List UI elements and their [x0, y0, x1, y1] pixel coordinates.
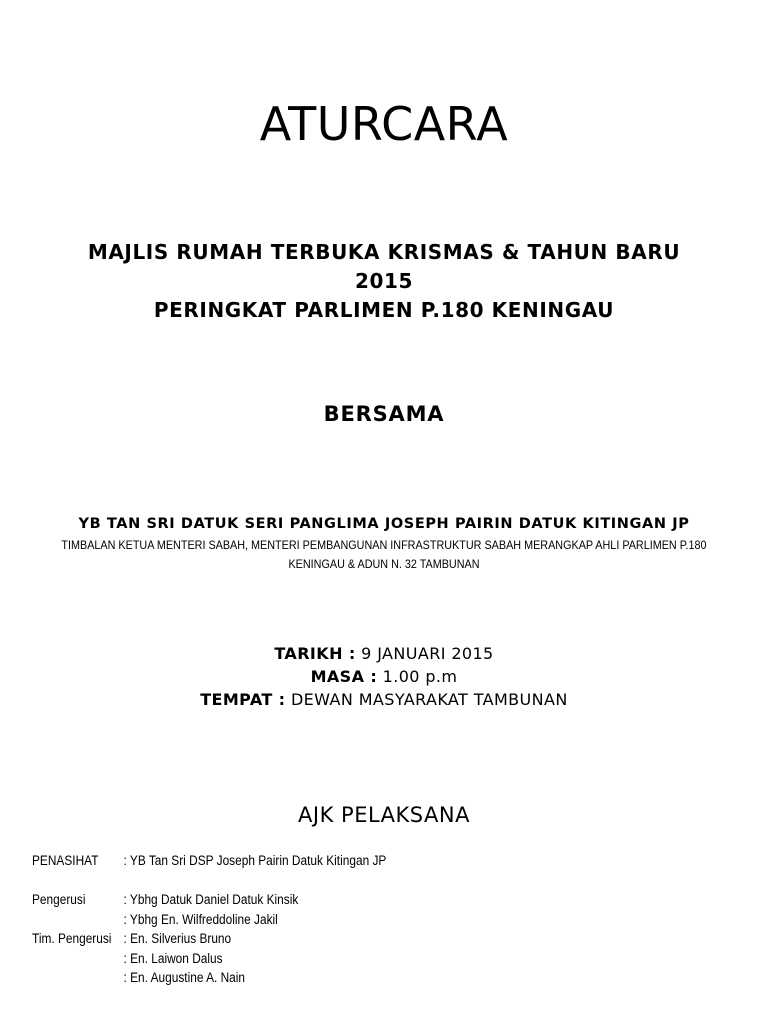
- bersama-heading: BERSAMA: [323, 402, 445, 426]
- venue-row: [0, 688, 768, 711]
- time-row: [0, 665, 768, 688]
- event-heading-line-2: 2015: [354, 269, 414, 293]
- committee-title: AJK PELAKSANA: [298, 803, 470, 827]
- committee-role: Pengerusi: [32, 892, 86, 907]
- committee-row: [32, 949, 386, 969]
- committee-row: [32, 851, 386, 871]
- venue-value: DEWAN MASYARAKAT TAMBUNAN: [285, 690, 568, 709]
- guest-description-line-2: KENINGAU & ADUN N. 32 TAMBUNAN: [288, 557, 480, 571]
- guest-of-honour-name: YB TAN SRI DATUK SERI PANGLIMA JOSEPH PAIRIN DATUK KITINGAN JP: [78, 516, 690, 532]
- guest-description-line-1: TIMBALAN KETUA MENTERI SABAH, MENTERI PEMBANGUNAN INFRASTRUKTUR SABAH MERANGKAP AHLI PARLIMEN P.180: [61, 538, 707, 552]
- committee-member: : En. Laiwon Dalus: [123, 950, 223, 966]
- date-row: [0, 642, 768, 665]
- committee-row: [32, 929, 386, 949]
- time-value: 1.00 p.m: [377, 667, 458, 686]
- committee-role: PENASIHAT: [32, 853, 99, 868]
- time-label: MASA :: [310, 667, 378, 686]
- document-title: ATURCARA: [259, 97, 509, 151]
- committee-member: : En. Augustine A. Nain: [123, 970, 246, 985]
- committee-role: [32, 949, 124, 969]
- venue-label: TEMPAT :: [200, 690, 286, 709]
- event-heading-line-1: MAJLIS RUMAH TERBUKA KRISMAS & TAHUN BARU: [87, 240, 681, 264]
- date-value: 9 JANUARI 2015: [355, 644, 494, 663]
- committee-role: [32, 968, 124, 988]
- event-heading-line-3: PERINGKAT PARLIMEN P.180 KENINGAU: [153, 298, 615, 322]
- committee-member: : Ybhg En. Wilfreddoline Jakil: [123, 911, 278, 927]
- committee-row: [32, 890, 386, 910]
- committee-member: : Ybhg Datuk Daniel Datuk Kinsik: [123, 892, 299, 907]
- guest-of-honour-description: [38, 536, 729, 574]
- event-details: [0, 642, 768, 711]
- committee-row: [32, 910, 386, 930]
- committee-list: [32, 851, 386, 988]
- committee-member: : YB Tan Sri DSP Joseph Pairin Datuk Kitingan JP: [123, 853, 387, 868]
- committee-row: [32, 968, 386, 988]
- date-label: TARIKH :: [274, 644, 356, 663]
- event-heading: [0, 238, 768, 325]
- committee-role: [32, 910, 124, 930]
- committee-member: : En. Silverius Bruno: [123, 931, 232, 946]
- committee-role: Tim. Pengerusi: [32, 931, 112, 946]
